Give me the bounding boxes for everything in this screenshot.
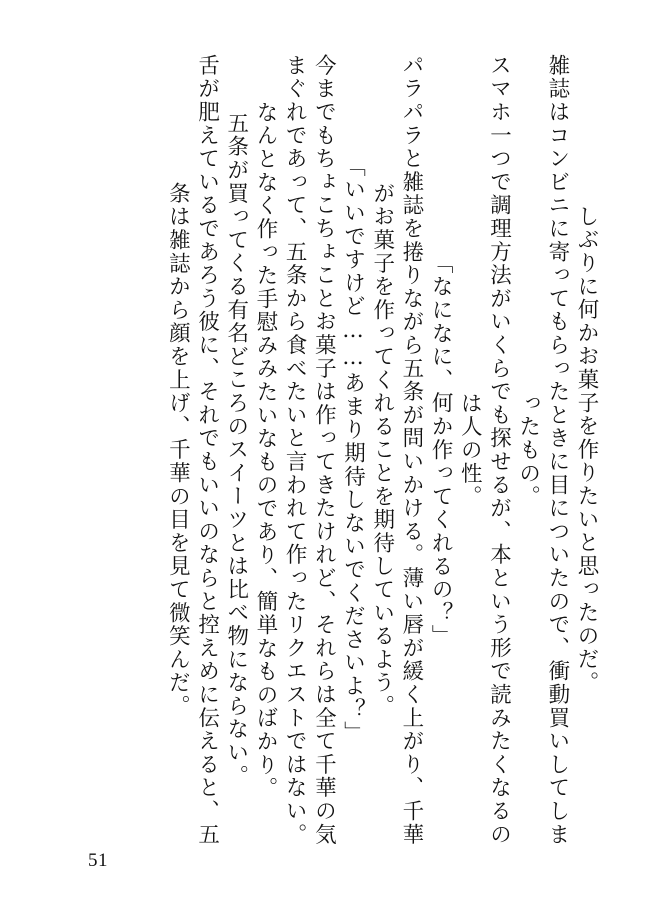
text-line: ったもの。 — [515, 391, 541, 509]
text-line: は人の性。 — [457, 391, 483, 509]
page-number: 51 — [88, 850, 108, 871]
text-line: 五条が買ってくる有名どころのスイーツとは比べ物にならない。 — [223, 112, 249, 788]
text-line: 「なになに、何か作ってくれるの？」 — [428, 251, 454, 649]
text-line: しぶりに何かお菓子を作りたいと思ったのだ。 — [574, 205, 599, 695]
text-line: 舌が肥えているであろう彼に、それでもいいのならと控えめに伝えると、五 — [194, 53, 220, 847]
text-line: 雑誌はコンビニに寄ってもらったときに目についたので、衝動買いしてしま — [544, 53, 570, 847]
text-line: がお菓子を作ってくれることを期待しているよう。 — [369, 182, 395, 718]
text-line: 「いいですけど……あまり期待しないでくださいよ？」 — [340, 155, 366, 745]
text-line: スマホ一つで調理方法がいくらでも探せるが、本という形で読みたくなるの — [486, 53, 512, 847]
vertical-text-body — [159, 53, 599, 847]
text-line: まぐれであって、五条から食べたいと言われて作ったリクエストではない。 — [282, 53, 308, 847]
text-line: なんとなく作った手慰みみたいなものであり、簡単なものばかり。 — [252, 100, 278, 800]
text-line: 条は雑誌から顔を上げ、千華の目を見て微笑んだ。 — [165, 182, 191, 718]
text-line: 今までもちょこちょことお菓子は作ってきたけれど、それらは全て千華の気 — [311, 53, 337, 847]
text-line: パラパラと雑誌を捲りながら五条が問いかける。薄い唇が緩く上がり、千華 — [398, 53, 424, 847]
